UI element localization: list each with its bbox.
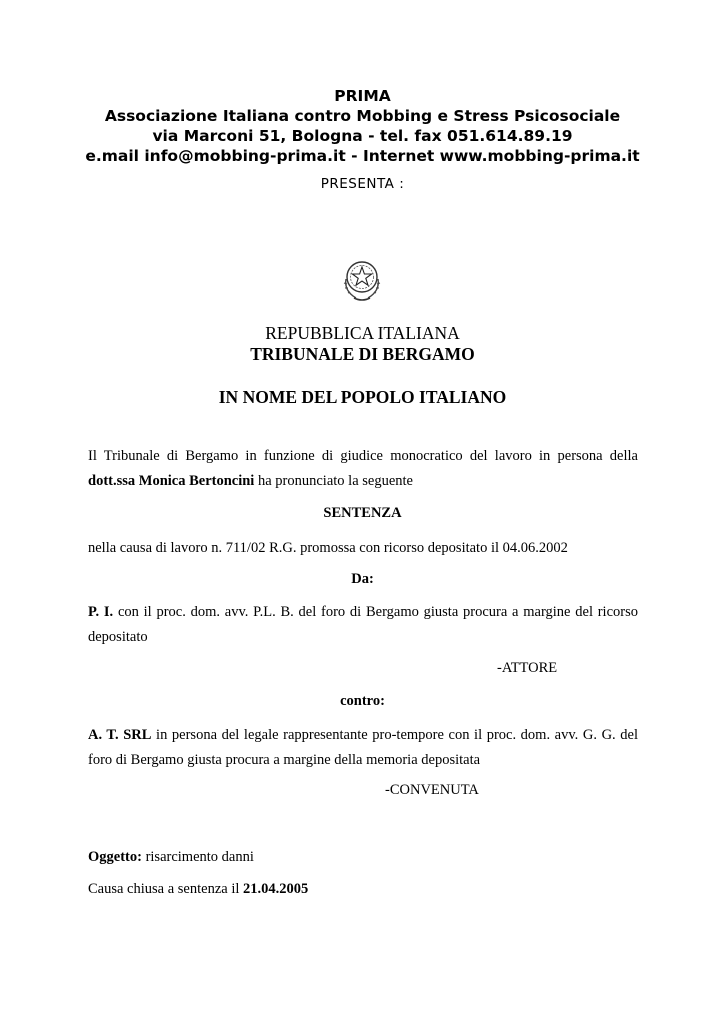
republic-title: REPUBBLICA ITALIANA (265, 323, 460, 343)
convenuta-name: A. T. SRL (88, 727, 152, 743)
presenta-label: PRESENTA : (320, 176, 405, 192)
org-contacts: e.mail info@mobbing-prima.it - Internet www.mobbing-prima.it (85, 147, 640, 165)
oggetto-value: risarcimento danni (141, 849, 254, 865)
org-full-name: Associazione Italiana contro Mobbing e Stress Psicosociale (104, 107, 621, 125)
attore-role: -ATTORE (497, 660, 558, 676)
convenuta-line-1-rest: in persona del legale rappresentante pro-tempore con il proc. dom. avv. G. G. del (151, 727, 638, 743)
chiusura-line (88, 879, 638, 899)
da-label: Da: (351, 571, 374, 587)
tribunal-title: TRIBUNALE DI BERGAMO (250, 344, 475, 364)
attore-line-2: depositato (88, 629, 148, 645)
formula-title: IN NOME DEL POPOLO ITALIANO (218, 387, 507, 407)
attore-line-1-rest: con il proc. dom. avv. P.L. B. del foro di Bergamo giusta procura a margine del ricorso (113, 604, 638, 620)
convenuta-line-2: foro di Bergamo giusta procura a margine della memoria depositata (88, 752, 481, 768)
contro-label: contro: (340, 693, 385, 709)
sentenza-heading: SENTENZA (323, 505, 402, 521)
intro-line-2 (88, 471, 638, 491)
org-short-name: PRIMA (334, 87, 391, 105)
convenuta-line-1 (88, 725, 638, 745)
judge-name: dott.ssa Monica Bertoncini (88, 473, 255, 489)
attore-name: P. I. (88, 604, 114, 620)
intro-line-2-rest: ha pronunciato la seguente (254, 473, 413, 489)
chiusura-text: Causa chiusa a sentenza il (88, 881, 244, 897)
intro-line-1: Il Tribunale di Bergamo in funzione di giudice monocratico del lavoro in persona della (88, 448, 638, 464)
org-address: via Marconi 51, Bologna - tel. fax 051.614.89.19 (152, 127, 573, 145)
repubblica-italiana-emblem-icon (339, 257, 385, 303)
oggetto-label: Oggetto: (88, 849, 142, 865)
causa-line: nella causa di lavoro n. 711/02 R.G. promossa con ricorso depositato il 04.06.2002 (88, 540, 568, 556)
chiusura-date: 21.04.2005 (243, 881, 309, 897)
convenuta-role: -CONVENUTA (385, 782, 479, 798)
oggetto-line (88, 847, 638, 867)
attore-line-1 (88, 602, 638, 622)
